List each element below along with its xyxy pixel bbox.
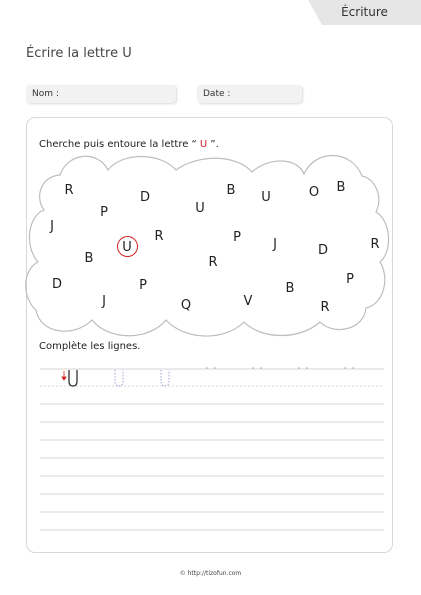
cloud-letter[interactable]: R (154, 229, 164, 244)
cloud-letter[interactable]: R (64, 183, 74, 198)
cloud-letter[interactable]: U (195, 201, 205, 216)
cloud-letter[interactable]: R (370, 237, 380, 252)
cloud-letter[interactable]: J (50, 219, 54, 234)
instruction-text-before: Cherche puis entoure la lettre “ (39, 139, 200, 150)
cloud-letter[interactable]: Q (180, 298, 192, 313)
instruction-text-after: ”. (207, 139, 219, 150)
cloud-letter[interactable]: B (226, 183, 236, 198)
footer-copyright: © http://tizofun.com (179, 570, 242, 577)
date-label: Date : (203, 89, 231, 99)
tab-label: Écriture (341, 5, 388, 19)
cloud-letter[interactable]: J (273, 237, 277, 252)
cloud-letter[interactable]: R (208, 255, 218, 270)
cloud-letter[interactable]: O (308, 185, 320, 200)
stroke-arrow-icon (62, 371, 66, 380)
tracing-guide-u (161, 370, 169, 386)
model-letter-u (69, 370, 77, 386)
cloud-letter[interactable]: R (320, 300, 330, 315)
cloud-letter[interactable]: P (100, 205, 108, 220)
target-letter: U (199, 139, 208, 150)
cloud-letter[interactable]: P (233, 230, 241, 245)
cloud-letter[interactable]: J (102, 294, 106, 309)
cloud-letter[interactable]: U (261, 190, 271, 205)
cloud-letter[interactable]: D (51, 277, 62, 292)
tracing-guide-u (115, 370, 123, 386)
instruction-complete-lines: Complète les lignes. (39, 341, 141, 352)
cloud-letter[interactable]: B (336, 180, 346, 195)
page-title: Écrire la lettre U (26, 46, 132, 61)
writing-lines (40, 369, 384, 530)
cloud-letter[interactable]: B (84, 251, 94, 266)
name-label: Nom : (32, 89, 59, 99)
cloud-letter[interactable]: P (346, 272, 354, 287)
cloud-letter[interactable]: B (285, 281, 295, 296)
cloud-letter[interactable]: D (139, 190, 150, 205)
cloud-letter[interactable]: D (317, 243, 328, 258)
cloud-letter[interactable]: P (139, 278, 147, 293)
cloud-letter[interactable]: U (122, 240, 132, 255)
cloud-letter[interactable]: V (243, 294, 253, 309)
